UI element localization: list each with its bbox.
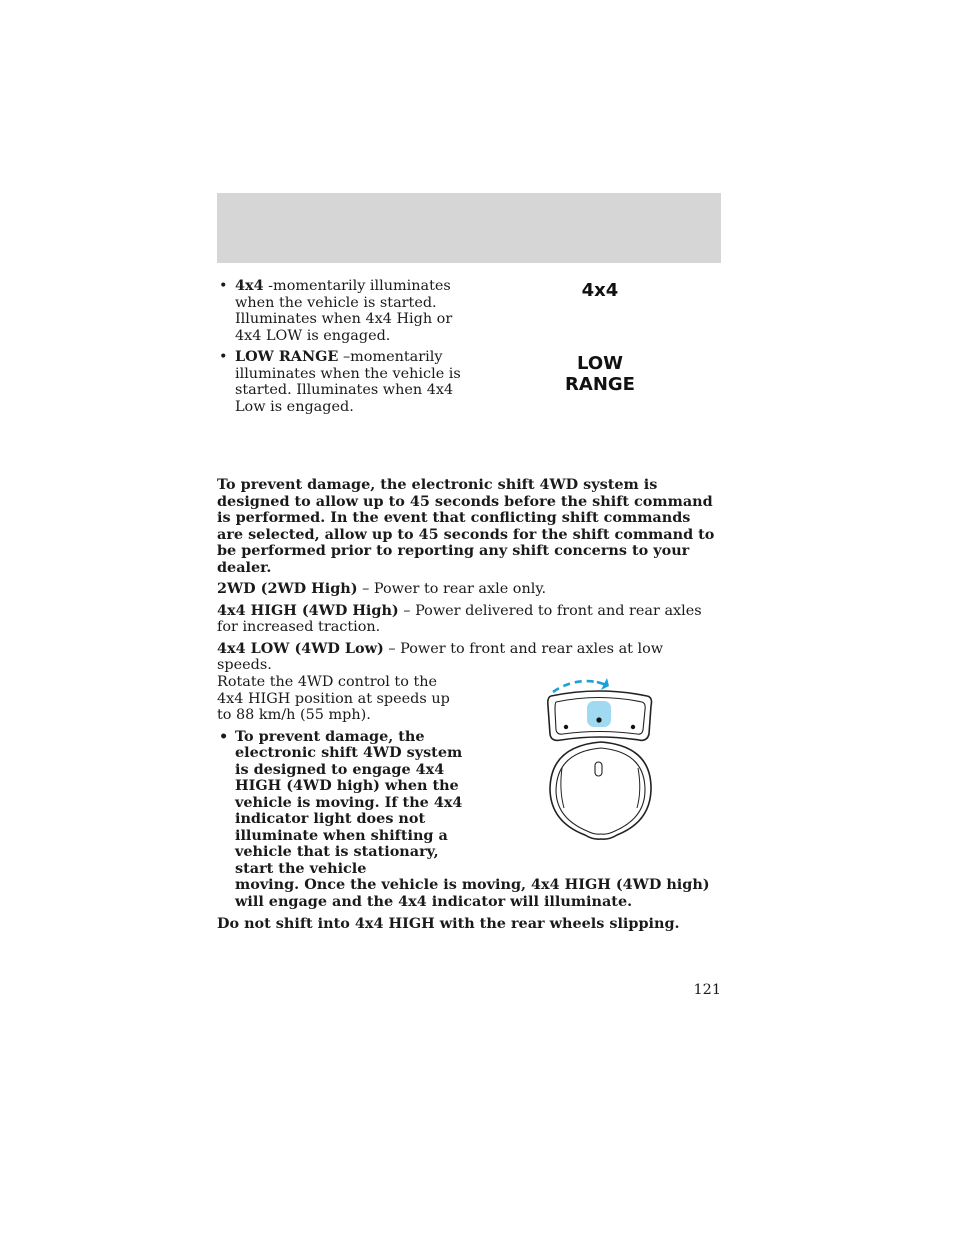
- mode-4x4-high: [217, 603, 721, 636]
- header-band: [217, 193, 721, 263]
- bullet-4x4: [217, 278, 477, 344]
- bullet-term: LOW RANGE: [235, 348, 339, 365]
- indicator-low-line: LOW: [577, 353, 623, 374]
- mode-4x4-low: [217, 641, 721, 674]
- rotate-bullet-narrow: • To prevent damage, the electronic shift 4WD system is designed to engage 4x4 HIGH (4WD high) when the vehicle is moving. If the 4x4 indicator light does not illuminate when shifting a vehicle that is stationary, start the vehicle: [235, 727, 463, 877]
- bullet-text: -momentarily illuminates when the vehicle is started. Illuminates when 4x4 High or 4x4 LOW is engaged.: [235, 278, 453, 344]
- mode-text: – Power delivered to front and rear axles for increased traction.: [217, 602, 702, 635]
- indicator-range-line: RANGE: [565, 374, 635, 395]
- bullet-term: 4x4: [235, 277, 264, 294]
- rotate-intro: Rotate the 4WD control to the 4x4 HIGH position at speeds up to 88 km/h (55 mph).: [217, 674, 450, 723]
- mode-text: – Power to front and rear axles at low speeds.: [217, 640, 664, 673]
- no-shift-warning: Do not shift into 4x4 HIGH with the rear wheels slipping.: [217, 915, 680, 932]
- mode-2wd: [217, 581, 721, 598]
- indicator-4x4-label: 4x4: [581, 280, 619, 301]
- indicator-low-range-label: [550, 353, 650, 395]
- bullet-text: –momentarily illuminates when the vehicle is started. Illuminates when 4x4 Low is engaged.: [235, 349, 461, 415]
- 4wd-control-dial-icon: [545, 672, 657, 842]
- indicator-bullet-list: [217, 278, 477, 420]
- mode-term: 2WD (2WD High): [217, 580, 358, 597]
- rotate-bullet-wide: moving. Once the vehicle is moving, 4x4 HIGH (4WD high) will engage and the 4x4 indicator will illuminate.: [235, 876, 710, 910]
- mode-text: – Power to rear axle only.: [357, 581, 547, 597]
- damage-warning: To prevent damage, the electronic shift 4WD system is designed to allow up to 45 seconds before the shift command is performed. In the event that conflicting shift commands are selected, allow up to 45 seconds for the shift command to be performed prior to reporting any shift concerns to your dealer.: [217, 476, 715, 576]
- mode-term: 4x4 HIGH (4WD High): [217, 601, 399, 619]
- mode-term: 4x4 LOW (4WD Low): [217, 639, 384, 657]
- bullet-low-range: [217, 349, 477, 415]
- page-number: 121: [693, 982, 721, 998]
- mode-descriptions: [217, 477, 721, 679]
